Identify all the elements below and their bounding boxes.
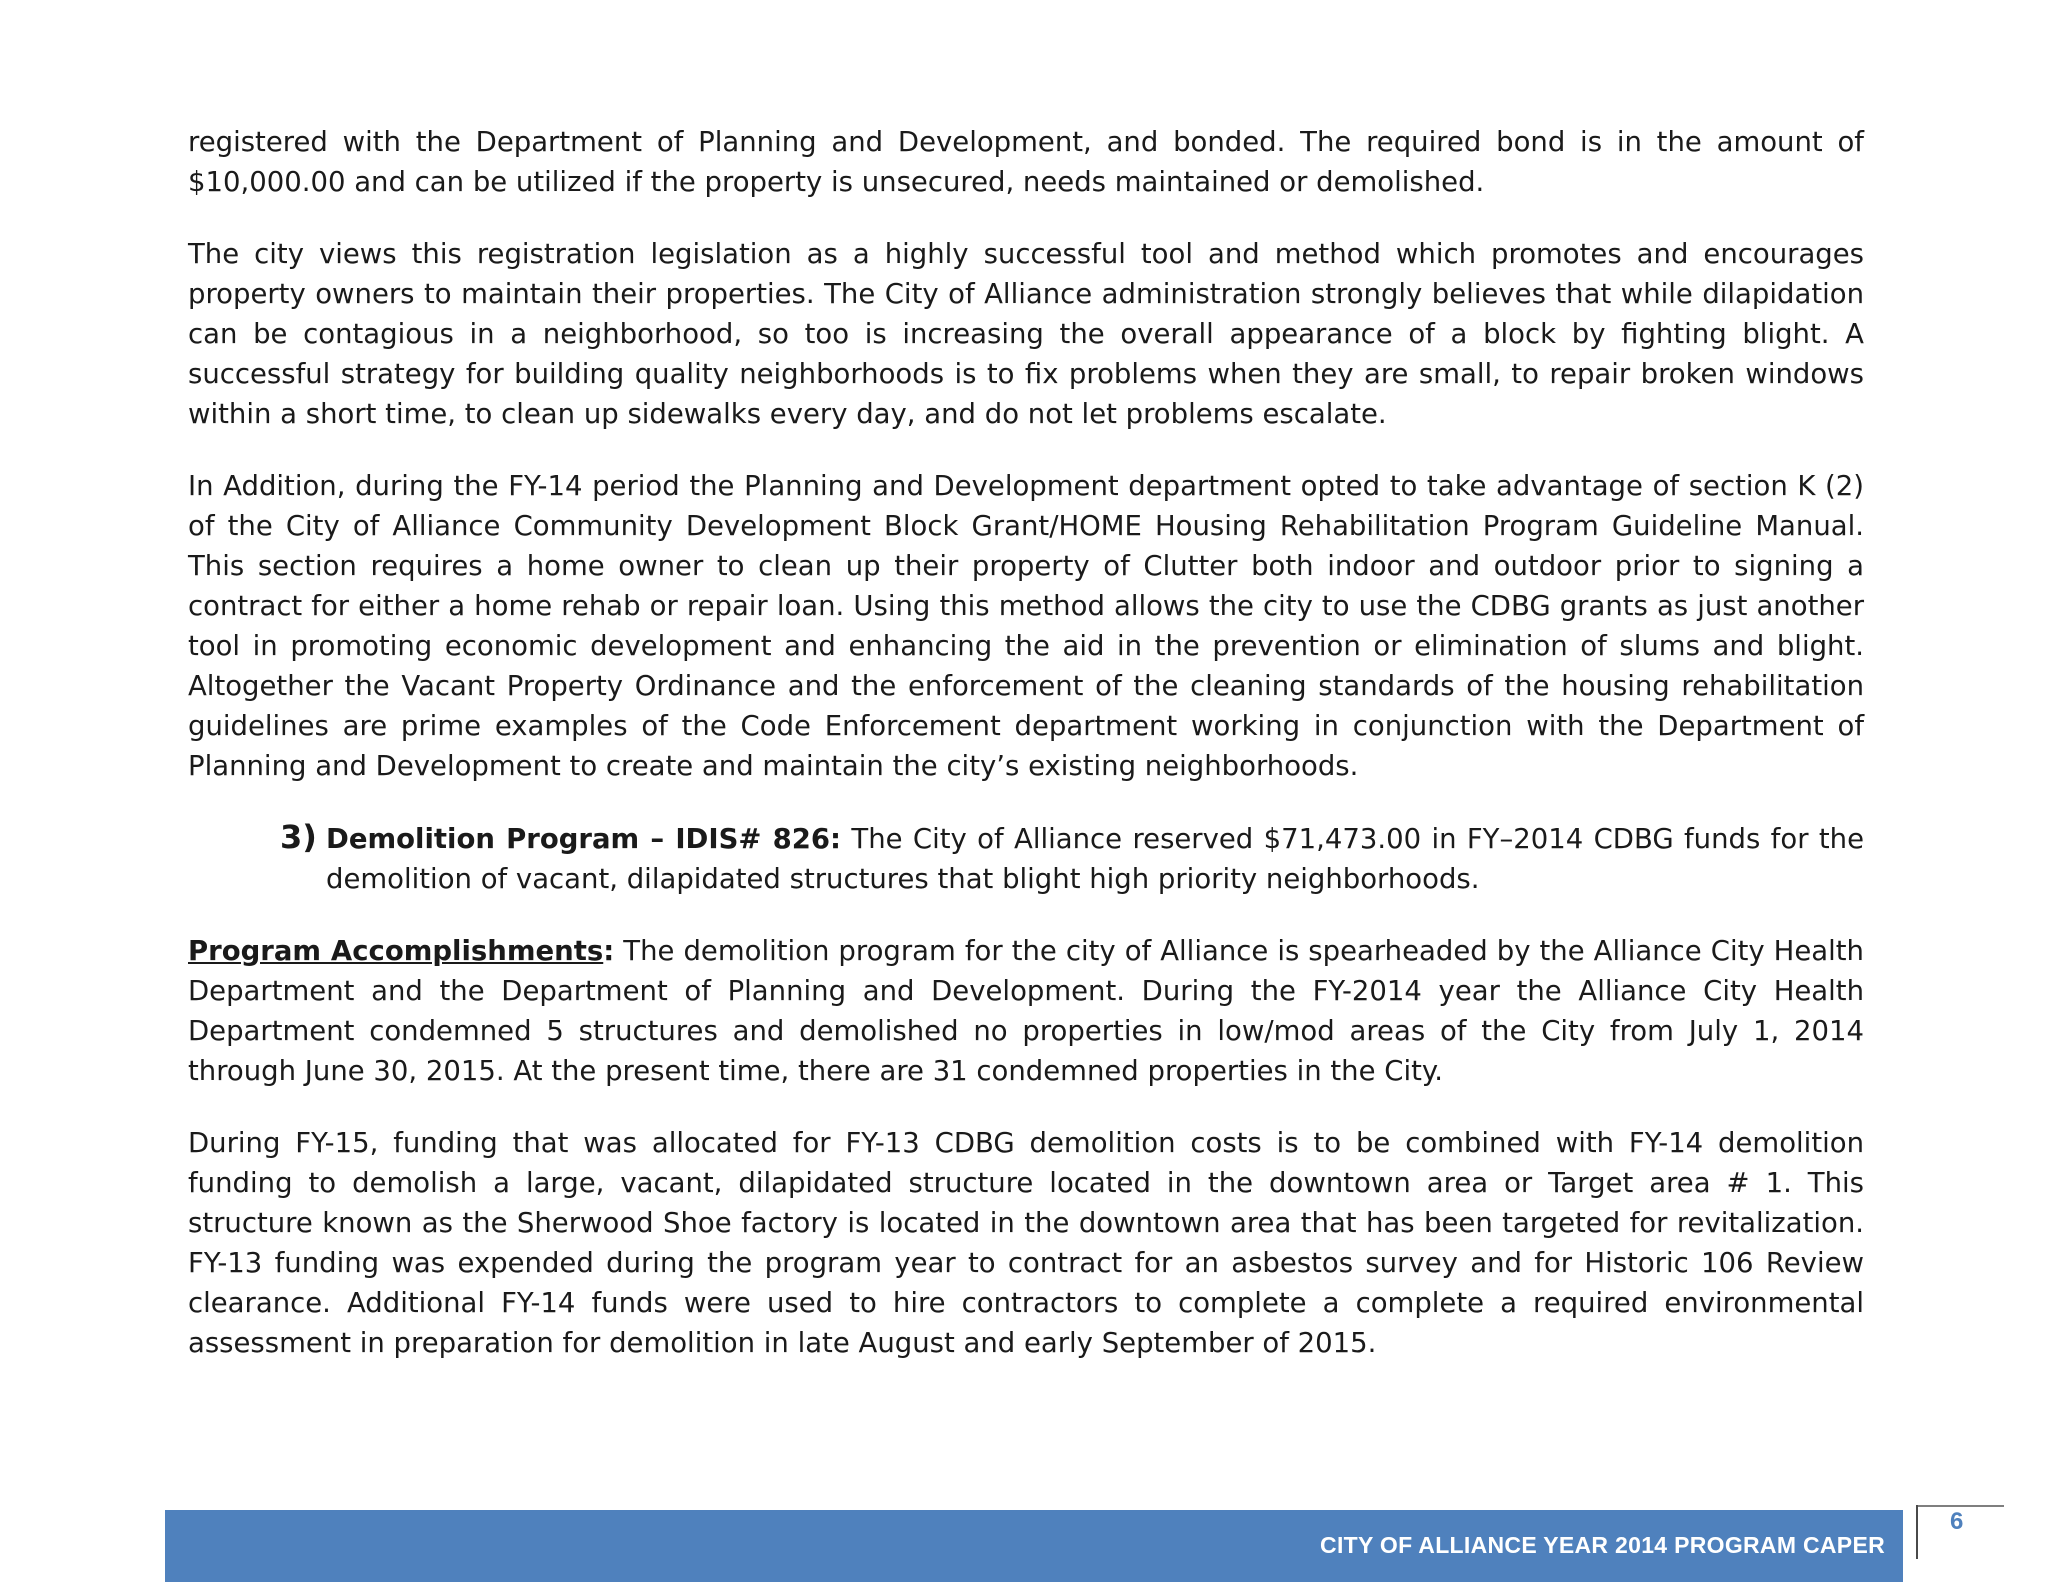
page-number-top-rule [1916,1505,2004,1507]
program-accomplishments-label: Program Accomplishments [188,935,604,967]
program-accomplishments-colon: : [603,935,615,967]
footer-title: CITY OF ALLIANCE YEAR 2014 PROGRAM CAPER [1320,1532,1885,1558]
list-item-body [326,819,1864,899]
list-item-demolition-program [280,818,1864,899]
footer-bar [165,1510,1903,1582]
page-number: 6 [1950,1508,1964,1535]
demolition-program-heading: Demolition Program – IDIS# 826: [326,823,842,855]
paragraph-fy14-rehab-guidelines: In Addition, during the FY-14 period the Planning and Development department opted to take advantage of section K (2) of the City of Alliance Community Development Block Grant/HOME Housing Rehabilitation Program Guideline Manual. This section requires a home owner to clean up their property of Clutter both indoor and outdoor prior to signing a contract for either a home rehab or repair loan. Using this method allows the city to use the CDBG grants as just another tool in promoting economic development and enhancing the aid in the prevention or elimination of slums and blight. Altogether the Vacant Property Ordinance and the enforcement of the cleaning standards of the housing rehabilitation guidelines are prime examples of the Code Enforcement department working in conjunction with the Department of Planning and Development to create and maintain the city’s existing neighborhoods. [188,470,1864,782]
program-accomplishments-text: The demolition program for the city of Alliance is spearheaded by the Alliance City Health Department and the Department of Planning and Development. During the FY-2014 year the Alliance City Health Department condemned 5 structures and demolished no properties in low/mod areas of the City from July 1, 2014 through June 30, 2015. At the present time, there are 31 condemned properties in the City. [188,935,1864,1087]
paragraph-bond-registration: registered with the Department of Planning and Development, and bonded. The required bond is in the amount of $10,000.00 and can be utilized if the property is unsecured, needs maintained or demolished. [188,126,1864,198]
document-body [188,122,1864,1395]
paragraph-fy15-funding: During FY-15, funding that was allocated for FY-13 CDBG demolition costs is to be combined with FY-14 demolition funding to demolish a large, vacant, dilapidated structure located in the downtown area or Target area # 1. This structure known as the Sherwood Shoe factory is located in the downtown area that has been targeted for revitalization. FY-13 funding was expended during the program year to contract for an asbestos survey and for Historic 106 Review clearance. Additional FY-14 funds were used to hire contractors to complete a complete a required environmental assessment in preparation for demolition in late August and early September of 2015. [188,1127,1864,1359]
demolition-program-text: The City of Alliance reserved $71,473.00 in FY–2014 CDBG funds for the demolition of vacant, dilapidated structures that blight high priority neighborhoods. [326,823,1864,895]
list-item-number: 3) [280,818,317,856]
paragraph-program-accomplishments [188,931,1864,1091]
page-number-divider [1916,1505,1918,1559]
paragraph-registration-legislation: The city views this registration legislation as a highly successful tool and method which promotes and encourages property owners to maintain their properties. The City of Alliance administration strongly believes that while dilapidation can be contagious in a neighborhood, so too is increasing the overall appearance of a block by fighting blight. A successful strategy for building quality neighborhoods is to fix problems when they are small, to repair broken windows within a short time, to clean up sidewalks every day, and do not let problems escalate. [188,238,1864,430]
